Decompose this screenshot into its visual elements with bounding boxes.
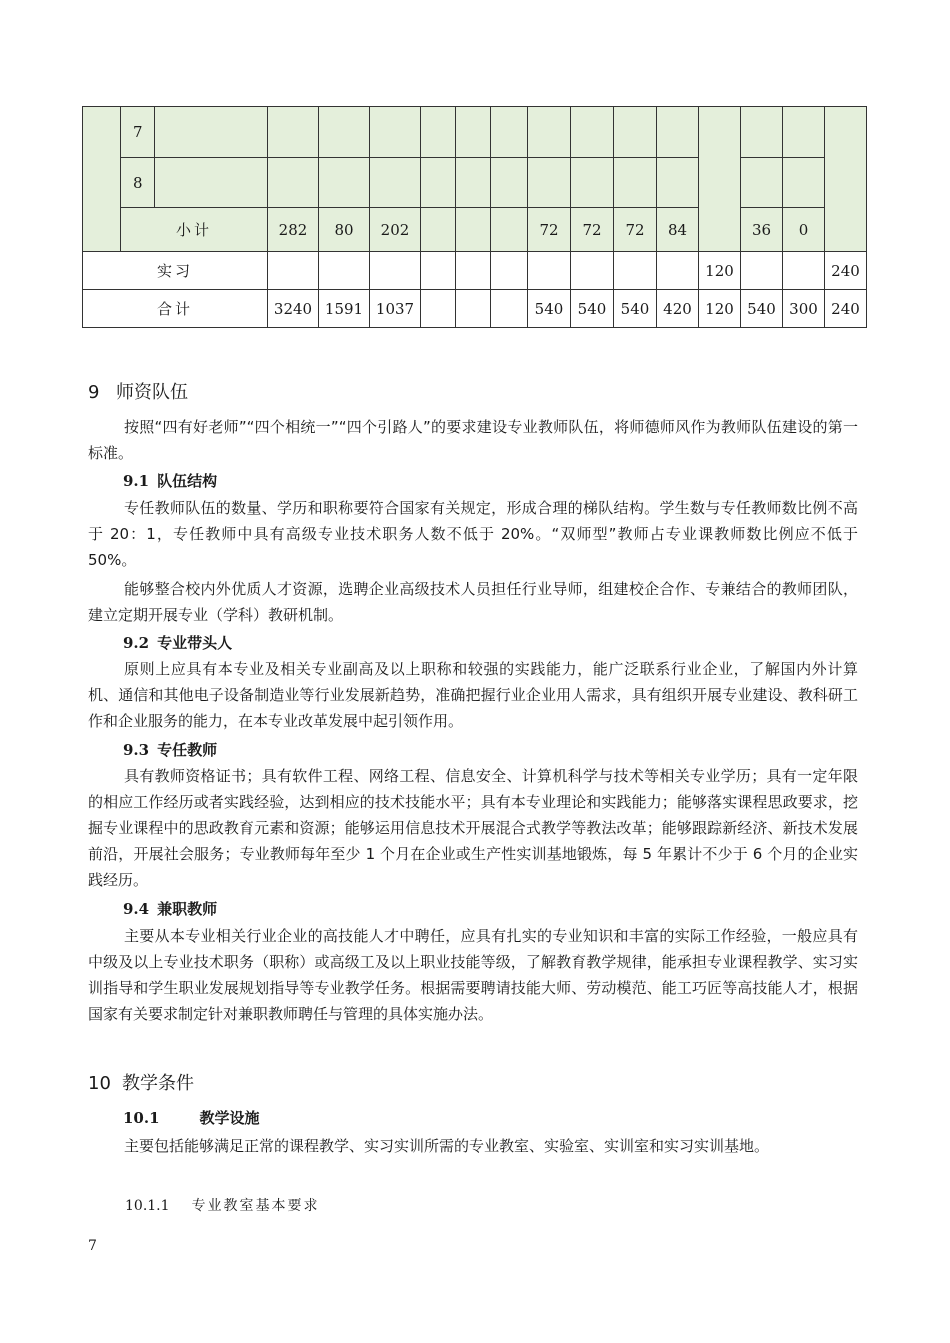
table-row-label: 小计 bbox=[121, 208, 268, 252]
table-cell: 1591 bbox=[319, 290, 370, 328]
table-cell bbox=[83, 107, 121, 252]
table-cell: 540 bbox=[571, 290, 614, 328]
table-cell bbox=[268, 252, 319, 290]
subsection-title: 专业带头人 bbox=[157, 634, 233, 652]
table-cell: 72 bbox=[571, 208, 614, 252]
table-cell bbox=[456, 252, 491, 290]
table-cell bbox=[657, 252, 699, 290]
table-cell bbox=[825, 107, 867, 252]
table-cell: 120 bbox=[699, 290, 741, 328]
subsection-title: 队伍结构 bbox=[157, 472, 218, 490]
subsubsection-number: 10.1.1 bbox=[125, 1198, 170, 1214]
table-cell bbox=[268, 107, 319, 158]
table-cell bbox=[421, 158, 456, 208]
table-cell bbox=[614, 107, 657, 158]
section-number: 10 bbox=[88, 1073, 111, 1094]
course-hours-table bbox=[82, 106, 867, 328]
table-cell: 282 bbox=[268, 208, 319, 252]
table-cell bbox=[528, 107, 571, 158]
subsection-heading-teaching-facilities bbox=[123, 1107, 260, 1128]
table-cell bbox=[783, 158, 825, 208]
table-cell: 540 bbox=[614, 290, 657, 328]
subsection-heading-part-time-teachers bbox=[123, 898, 217, 919]
table-cell bbox=[319, 158, 370, 208]
table-cell bbox=[370, 107, 421, 158]
table-row-subtotal bbox=[83, 208, 867, 252]
table-cell: 240 bbox=[825, 290, 867, 328]
table-cell bbox=[421, 290, 456, 328]
table-cell bbox=[783, 252, 825, 290]
table-cell: 420 bbox=[657, 290, 699, 328]
table-cell: 1037 bbox=[370, 290, 421, 328]
table-cell: 84 bbox=[657, 208, 699, 252]
subsection-title: 专任教师 bbox=[157, 741, 218, 759]
table-row-total bbox=[83, 290, 867, 328]
table-cell bbox=[370, 252, 421, 290]
table-cell bbox=[741, 252, 783, 290]
table-cell bbox=[571, 252, 614, 290]
table-cell bbox=[456, 208, 491, 252]
table-cell bbox=[370, 158, 421, 208]
table-cell: 72 bbox=[528, 208, 571, 252]
table-cell: 80 bbox=[319, 208, 370, 252]
section-title: 师资队伍 bbox=[116, 382, 188, 403]
subsection-number: 9.1 bbox=[123, 472, 150, 490]
table-cell bbox=[456, 290, 491, 328]
table-cell bbox=[319, 107, 370, 158]
table-cell bbox=[741, 158, 783, 208]
table-cell bbox=[421, 107, 456, 158]
table-cell bbox=[614, 252, 657, 290]
table-cell bbox=[783, 107, 825, 158]
section-heading-teaching-conditions bbox=[88, 1069, 194, 1095]
table-row-label: 7 bbox=[121, 107, 155, 158]
page-number: 7 bbox=[88, 1238, 97, 1254]
table-cell bbox=[491, 107, 528, 158]
subsection-number: 9.3 bbox=[123, 741, 150, 759]
table-cell bbox=[155, 107, 268, 158]
paragraph: 专任教师队伍的数量、学历和职称要符合国家有关规定，形成合理的梯队结构。学生数与专任教师数比例不高于 20：1，专任教师中具有高级专业技术职务人数不低于 20%。“双师型”教师占专业课教师数比例应不低于 50%。 bbox=[88, 499, 858, 569]
table-row-label: 实习 bbox=[83, 252, 268, 290]
subsection-title: 兼职教师 bbox=[157, 900, 218, 918]
table-cell bbox=[614, 158, 657, 208]
table-cell: 36 bbox=[741, 208, 783, 252]
subsection-heading-full-time-teachers bbox=[123, 739, 217, 760]
subsection-number: 9.2 bbox=[123, 634, 150, 652]
paragraph: 主要从本专业相关行业企业的高技能人才中聘任，应具有扎实的专业知识和丰富的实际工作经验，一般应具有中级及以上专业技术职务（职称）或高级工及以上职业技能等级，了解教育教学规律，能承担专业课程教学、实习实训指导和学生职业发展规划指导等专业教学任务。根据需要聘请技能大师、劳动模范、能工巧匠等高技能人才，根据国家有关要求制定针对兼职教师聘任与管理的具体实施办法。 bbox=[88, 927, 858, 1023]
table-cell: 202 bbox=[370, 208, 421, 252]
table-cell: 0 bbox=[783, 208, 825, 252]
table-cell bbox=[268, 158, 319, 208]
table-cell bbox=[528, 252, 571, 290]
table-cell bbox=[699, 107, 741, 252]
table-row-label: 8 bbox=[121, 158, 155, 208]
subsubsection-title: 专业教室基本要求 bbox=[191, 1198, 320, 1214]
table-cell bbox=[456, 107, 491, 158]
subsection-title: 教学设施 bbox=[199, 1109, 260, 1127]
table-cell bbox=[571, 158, 614, 208]
paragraph: 具有教师资格证书；具有软件工程、网络工程、信息安全、计算机科学与技术等相关专业学历；具有一定年限的相应工作经历或者实践经验，达到相应的技术技能水平；具有本专业理论和实践能力；能够落实课程思政要求，挖掘专业课程中的思政教育元素和资源；能够运用信息技术开展混合式教学等教法改革；能够跟踪新经济、新技术发展前沿，开展社会服务；专业教师每年至少 1 个月在企业或生产性实训基地锻炼，每 5 年累计不少于 6 个月的企业实践经历。 bbox=[88, 767, 858, 889]
section-number: 9 bbox=[88, 382, 100, 403]
table-cell: 120 bbox=[699, 252, 741, 290]
table-cell bbox=[155, 158, 268, 208]
table-cell bbox=[491, 252, 528, 290]
table-cell bbox=[456, 158, 491, 208]
paragraph: 主要包括能够满足正常的课程教学、实习实训所需的专业教室、实验室、实训室和实习实训基地。 bbox=[124, 1137, 770, 1155]
table-row bbox=[83, 158, 867, 208]
table-cell bbox=[528, 158, 571, 208]
table-cell bbox=[657, 158, 699, 208]
subsection-heading-team-structure bbox=[123, 470, 217, 491]
table-cell bbox=[421, 252, 456, 290]
subsection-number: 10.1 bbox=[123, 1109, 160, 1127]
table-cell: 3240 bbox=[268, 290, 319, 328]
table-row bbox=[83, 107, 867, 158]
section-heading-teachers bbox=[88, 378, 188, 404]
table-cell bbox=[421, 208, 456, 252]
table-row-internship bbox=[83, 252, 867, 290]
paragraph: 原则上应具有本专业及相关专业副高及以上职称和较强的实践能力，能广泛联系行业企业，了解国内外计算机、通信和其他电子设备制造业等行业发展新趋势，准确把握行业企业用人需求，具有组织开展专业建设、教科研工作和企业服务的能力，在本专业改革发展中起引领作用。 bbox=[88, 660, 858, 730]
subsection-number: 9.4 bbox=[123, 900, 150, 918]
subsubsection-heading-classroom-requirements bbox=[125, 1195, 320, 1215]
table-cell bbox=[491, 208, 528, 252]
table-cell bbox=[491, 290, 528, 328]
table-cell: 240 bbox=[825, 252, 867, 290]
subsection-heading-professional-leader bbox=[123, 632, 232, 653]
table-cell bbox=[491, 158, 528, 208]
section-intro-paragraph: 按照“四有好老师”“四个相统一”“四个引路人”的要求建设专业教师队伍，将师德师风作为教师队伍建设的第一标准。 bbox=[88, 418, 858, 462]
table-cell bbox=[741, 107, 783, 158]
table-row-label: 合计 bbox=[83, 290, 268, 328]
table-cell bbox=[657, 107, 699, 158]
section-title: 教学条件 bbox=[122, 1073, 194, 1094]
table-cell: 540 bbox=[528, 290, 571, 328]
table-cell bbox=[319, 252, 370, 290]
table-cell: 72 bbox=[614, 208, 657, 252]
table-cell: 540 bbox=[741, 290, 783, 328]
table-cell bbox=[571, 107, 614, 158]
paragraph: 能够整合校内外优质人才资源，选聘企业高级技术人员担任行业导师，组建校企合作、专兼结合的教师团队，建立定期开展专业（学科）教研机制。 bbox=[88, 580, 858, 624]
table-cell: 300 bbox=[783, 290, 825, 328]
